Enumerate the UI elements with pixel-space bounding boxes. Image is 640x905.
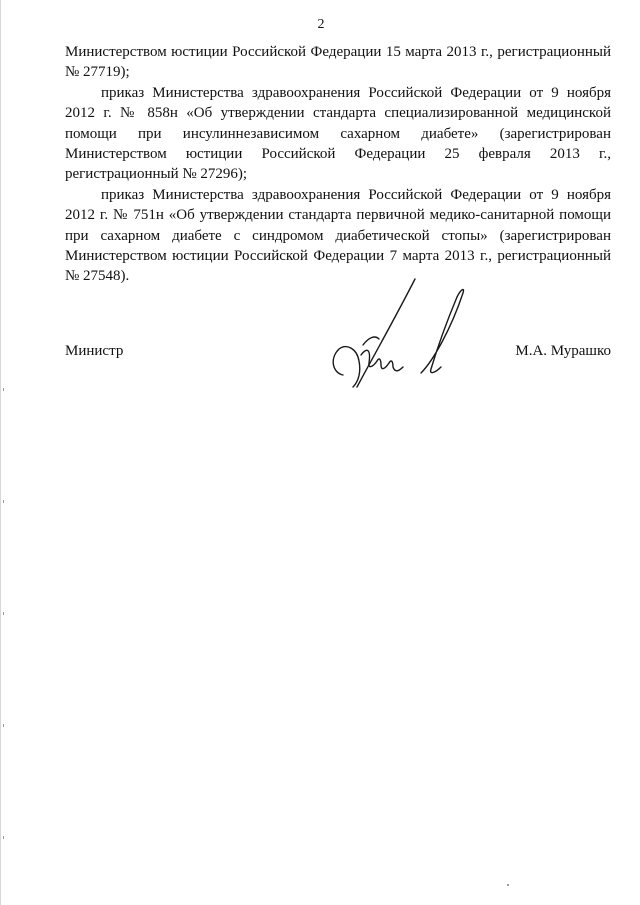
scan-speck bbox=[3, 612, 4, 615]
document-body bbox=[65, 42, 611, 287]
scan-speck bbox=[3, 388, 4, 391]
handwritten-signature bbox=[323, 277, 473, 397]
signatory-title: Министр bbox=[65, 343, 124, 359]
scan-speck bbox=[507, 884, 509, 886]
page-number: 2 bbox=[317, 17, 325, 32]
signature-block bbox=[65, 333, 611, 403]
signatory-name: М.А. Мурашко bbox=[515, 343, 611, 359]
paragraph-3: приказ Министерства здравоохранения Российской Федерации от 9 ноября 2012 г. № 751н «Об утверждении стандарта первичной медико-санитарной помощи при сахарном диабете с синдромом диабетической стопы» (зарегистрирован Министерством юстиции Российской Федерации 7 марта 2013 г., регистрационный № 27548). bbox=[65, 186, 611, 285]
scan-speck bbox=[3, 836, 4, 839]
scan-speck bbox=[3, 724, 4, 727]
scan-speck bbox=[3, 500, 4, 503]
paragraph-2: приказ Министерства здравоохранения Российской Федерации от 9 ноября 2012 г. № 858н «Об утверждении стандарта специализированной медицинской помощи при инсулиннезависимом сахарном диабете» (зарегистрирован Министерством юстиции Российской Федерации 25 февраля 2013 г., регистрационный № 27296); bbox=[65, 84, 611, 183]
paragraph-1: Министерством юстиции Российской Федерации 15 марта 2013 г., регистрационный № 27719); bbox=[65, 44, 611, 81]
